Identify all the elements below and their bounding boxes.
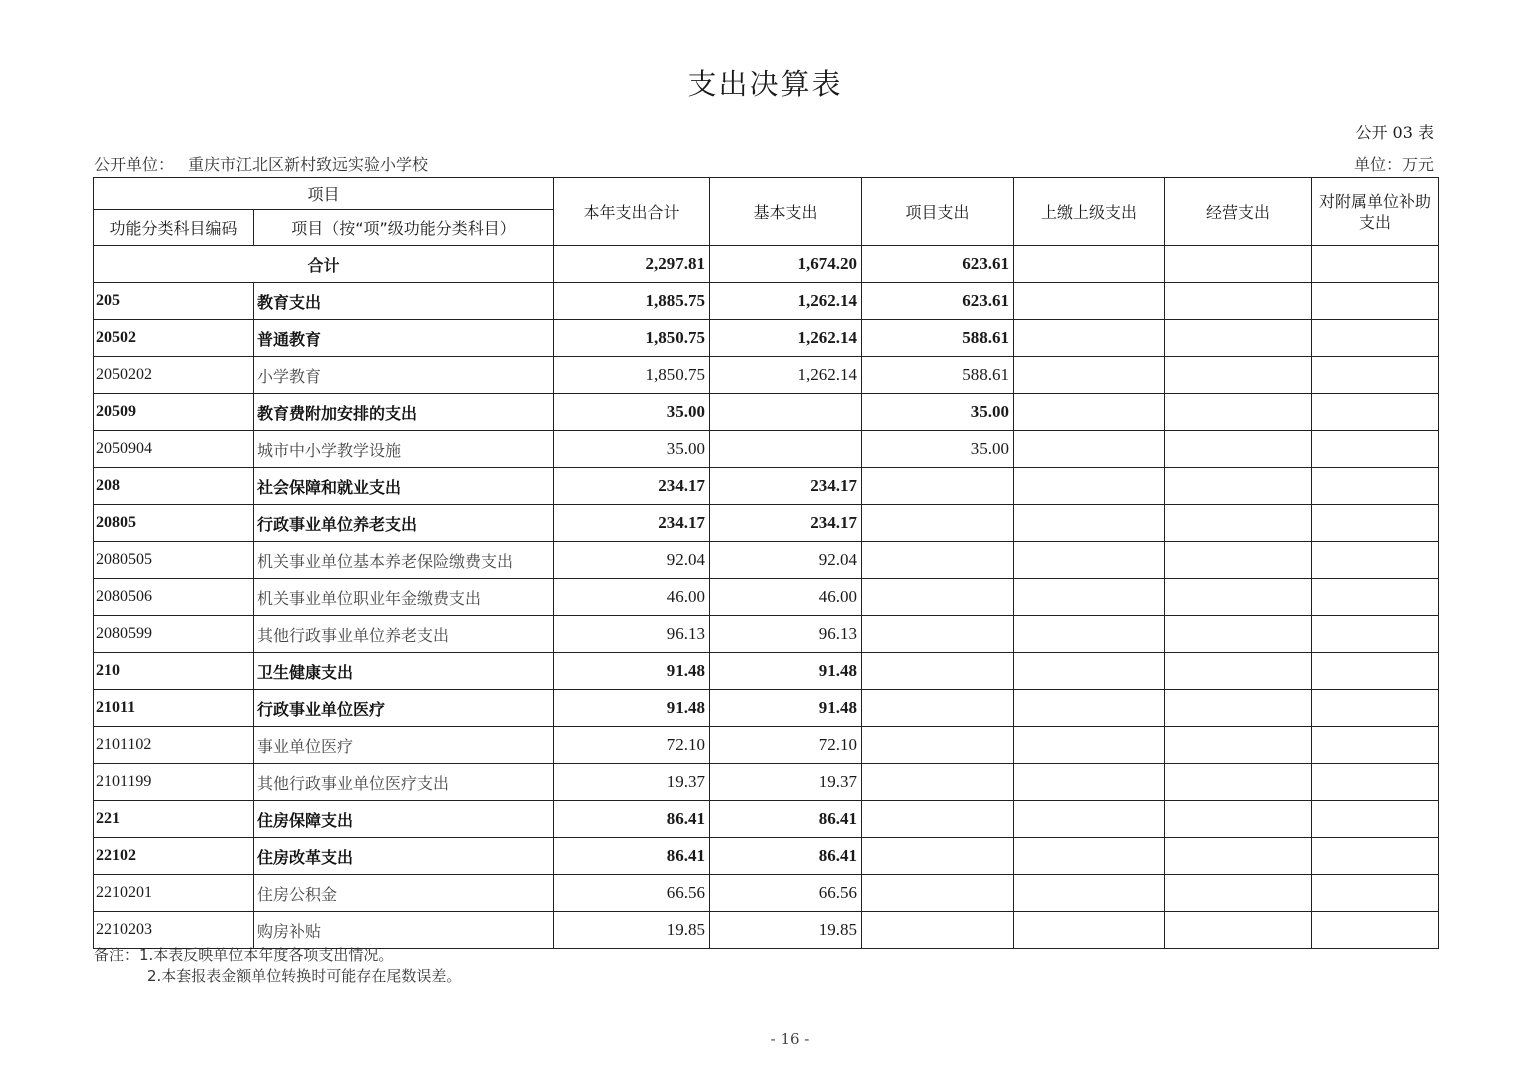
cell-project: 35.00 xyxy=(862,394,1014,431)
cell-upper xyxy=(1014,690,1165,727)
cell-subsidy xyxy=(1312,320,1439,357)
cell-total: 86.41 xyxy=(554,838,710,875)
cell-business xyxy=(1165,838,1312,875)
table-row xyxy=(94,283,1439,320)
cell-total: 92.04 xyxy=(554,542,710,579)
cell-basic: 46.00 xyxy=(710,579,862,616)
table-row xyxy=(94,727,1439,764)
cell-project xyxy=(862,690,1014,727)
cell-upper xyxy=(1014,801,1165,838)
cell-subsidy xyxy=(1312,838,1439,875)
cell-code: 2080506 xyxy=(94,579,254,616)
cell-subsidy xyxy=(1312,727,1439,764)
cell-upper xyxy=(1014,875,1165,912)
cell-business xyxy=(1165,616,1312,653)
total-cell-upper xyxy=(1014,246,1165,283)
cell-project xyxy=(862,653,1014,690)
cell-basic xyxy=(710,394,862,431)
header-item: 项目 xyxy=(94,178,554,210)
header-business: 经营支出 xyxy=(1165,178,1312,246)
cell-name: 机关事业单位基本养老保险缴费支出 xyxy=(254,542,554,579)
total-cell-project: 623.61 xyxy=(862,246,1014,283)
cell-name: 卫生健康支出 xyxy=(254,653,554,690)
page-title: 支出决算表 xyxy=(687,67,843,101)
cell-name: 住房保障支出 xyxy=(254,801,554,838)
cell-total: 96.13 xyxy=(554,616,710,653)
cell-basic: 234.17 xyxy=(710,468,862,505)
cell-total: 19.85 xyxy=(554,912,710,949)
cell-basic: 86.41 xyxy=(710,838,862,875)
cell-name: 教育支出 xyxy=(254,283,554,320)
cell-upper xyxy=(1014,912,1165,949)
cell-basic: 19.37 xyxy=(710,764,862,801)
cell-upper xyxy=(1014,616,1165,653)
cell-subsidy xyxy=(1312,542,1439,579)
cell-business xyxy=(1165,579,1312,616)
total-row xyxy=(94,246,1439,283)
cell-code: 20509 xyxy=(94,394,254,431)
total-cell-business xyxy=(1165,246,1312,283)
page-number: - 16 - xyxy=(770,1030,810,1048)
form-number: 公开 03 表 xyxy=(1355,123,1434,142)
cell-code: 20502 xyxy=(94,320,254,357)
cell-subsidy xyxy=(1312,431,1439,468)
cell-subsidy xyxy=(1312,505,1439,542)
cell-total: 66.56 xyxy=(554,875,710,912)
cell-business xyxy=(1165,468,1312,505)
table-row xyxy=(94,579,1439,616)
cell-upper xyxy=(1014,653,1165,690)
cell-name: 事业单位医疗 xyxy=(254,727,554,764)
table-row xyxy=(94,690,1439,727)
cell-basic: 96.13 xyxy=(710,616,862,653)
cell-total: 1,885.75 xyxy=(554,283,710,320)
cell-project: 35.00 xyxy=(862,431,1014,468)
cell-project xyxy=(862,838,1014,875)
cell-subsidy xyxy=(1312,357,1439,394)
cell-code: 2080599 xyxy=(94,616,254,653)
cell-total: 234.17 xyxy=(554,505,710,542)
cell-code: 2050202 xyxy=(94,357,254,394)
table-row xyxy=(94,875,1439,912)
cell-project xyxy=(862,616,1014,653)
cell-name: 行政事业单位养老支出 xyxy=(254,505,554,542)
cell-code: 2210201 xyxy=(94,875,254,912)
cell-project xyxy=(862,505,1014,542)
cell-subsidy xyxy=(1312,468,1439,505)
cell-business xyxy=(1165,394,1312,431)
cell-total: 72.10 xyxy=(554,727,710,764)
total-cell-total: 2,297.81 xyxy=(554,246,710,283)
cell-total: 91.48 xyxy=(554,653,710,690)
cell-basic xyxy=(710,431,862,468)
cell-business xyxy=(1165,505,1312,542)
cell-code: 2080505 xyxy=(94,542,254,579)
cell-upper xyxy=(1014,468,1165,505)
cell-subsidy xyxy=(1312,653,1439,690)
note-line-1: 备注：1.本表反映单位本年度各项支出情况。 xyxy=(94,946,394,964)
cell-upper xyxy=(1014,505,1165,542)
cell-project: 623.61 xyxy=(862,283,1014,320)
cell-total: 46.00 xyxy=(554,579,710,616)
cell-business xyxy=(1165,542,1312,579)
cell-upper xyxy=(1014,431,1165,468)
cell-upper xyxy=(1014,394,1165,431)
cell-total: 35.00 xyxy=(554,431,710,468)
header-total: 本年支出合计 xyxy=(554,178,710,246)
cell-basic: 1,262.14 xyxy=(710,320,862,357)
cell-name: 其他行政事业单位医疗支出 xyxy=(254,764,554,801)
cell-code: 20805 xyxy=(94,505,254,542)
cell-upper xyxy=(1014,764,1165,801)
cell-project xyxy=(862,468,1014,505)
cell-subsidy xyxy=(1312,616,1439,653)
cell-code: 2101102 xyxy=(94,727,254,764)
cell-upper xyxy=(1014,357,1165,394)
cell-name: 城市中小学教学设施 xyxy=(254,431,554,468)
cell-name: 其他行政事业单位养老支出 xyxy=(254,616,554,653)
cell-basic: 92.04 xyxy=(710,542,862,579)
cell-basic: 234.17 xyxy=(710,505,862,542)
cell-project xyxy=(862,579,1014,616)
cell-business xyxy=(1165,875,1312,912)
cell-total: 91.48 xyxy=(554,690,710,727)
cell-name: 住房公积金 xyxy=(254,875,554,912)
table-row xyxy=(94,542,1439,579)
expenditure-table xyxy=(93,177,1439,949)
table-row xyxy=(94,320,1439,357)
table-row xyxy=(94,838,1439,875)
cell-subsidy xyxy=(1312,579,1439,616)
header-code: 功能分类科目编码 xyxy=(94,210,254,246)
cell-project xyxy=(862,801,1014,838)
cell-code: 2210203 xyxy=(94,912,254,949)
cell-subsidy xyxy=(1312,875,1439,912)
cell-total: 19.37 xyxy=(554,764,710,801)
header-name: 项目（按“项”级功能分类科目） xyxy=(254,210,554,246)
cell-business xyxy=(1165,283,1312,320)
cell-name: 普通教育 xyxy=(254,320,554,357)
table-row xyxy=(94,616,1439,653)
cell-name: 社会保障和就业支出 xyxy=(254,468,554,505)
cell-upper xyxy=(1014,579,1165,616)
money-unit: 单位：万元 xyxy=(1353,155,1434,174)
cell-project: 588.61 xyxy=(862,357,1014,394)
cell-project xyxy=(862,542,1014,579)
table-row xyxy=(94,505,1439,542)
cell-name: 教育费附加安排的支出 xyxy=(254,394,554,431)
cell-total: 1,850.75 xyxy=(554,357,710,394)
table-row xyxy=(94,431,1439,468)
cell-basic: 1,262.14 xyxy=(710,283,862,320)
cell-total: 86.41 xyxy=(554,801,710,838)
cell-code: 205 xyxy=(94,283,254,320)
cell-name: 住房改革支出 xyxy=(254,838,554,875)
organization-label: 公开单位： xyxy=(94,155,175,174)
cell-project xyxy=(862,764,1014,801)
cell-basic: 19.85 xyxy=(710,912,862,949)
cell-project xyxy=(862,727,1014,764)
cell-code: 2050904 xyxy=(94,431,254,468)
cell-name: 小学教育 xyxy=(254,357,554,394)
header-subsidy: 对附属单位补助支出 xyxy=(1312,178,1439,246)
cell-basic: 91.48 xyxy=(710,690,862,727)
cell-business xyxy=(1165,690,1312,727)
table-row xyxy=(94,653,1439,690)
cell-total: 1,850.75 xyxy=(554,320,710,357)
cell-subsidy xyxy=(1312,394,1439,431)
cell-total: 234.17 xyxy=(554,468,710,505)
cell-upper xyxy=(1014,320,1165,357)
cell-upper xyxy=(1014,727,1165,764)
table-row xyxy=(94,912,1439,949)
header-project: 项目支出 xyxy=(862,178,1014,246)
cell-total: 35.00 xyxy=(554,394,710,431)
cell-business xyxy=(1165,801,1312,838)
cell-basic: 72.10 xyxy=(710,727,862,764)
cell-basic: 1,262.14 xyxy=(710,357,862,394)
organization xyxy=(94,152,428,175)
table-row xyxy=(94,468,1439,505)
total-cell-basic: 1,674.20 xyxy=(710,246,862,283)
cell-name: 购房补贴 xyxy=(254,912,554,949)
cell-code: 210 xyxy=(94,653,254,690)
cell-basic: 91.48 xyxy=(710,653,862,690)
cell-subsidy xyxy=(1312,690,1439,727)
cell-business xyxy=(1165,764,1312,801)
cell-subsidy xyxy=(1312,912,1439,949)
cell-subsidy xyxy=(1312,283,1439,320)
header-basic: 基本支出 xyxy=(710,178,862,246)
total-label: 合计 xyxy=(94,246,554,283)
cell-code: 2101199 xyxy=(94,764,254,801)
cell-project xyxy=(862,875,1014,912)
cell-business xyxy=(1165,912,1312,949)
cell-business xyxy=(1165,727,1312,764)
table-row xyxy=(94,394,1439,431)
cell-project: 588.61 xyxy=(862,320,1014,357)
cell-subsidy xyxy=(1312,764,1439,801)
unit-row xyxy=(94,152,1434,174)
table-row xyxy=(94,801,1439,838)
cell-basic: 66.56 xyxy=(710,875,862,912)
notes xyxy=(94,945,461,987)
cell-business xyxy=(1165,653,1312,690)
total-cell-subsidy xyxy=(1312,246,1439,283)
organization-name: 重庆市江北区新村致远实验小学校 xyxy=(188,155,429,174)
cell-business xyxy=(1165,431,1312,468)
table-row xyxy=(94,357,1439,394)
header-upper: 上缴上级支出 xyxy=(1014,178,1165,246)
cell-code: 21011 xyxy=(94,690,254,727)
cell-project xyxy=(862,912,1014,949)
cell-code: 208 xyxy=(94,468,254,505)
cell-code: 22102 xyxy=(94,838,254,875)
cell-name: 机关事业单位职业年金缴费支出 xyxy=(254,579,554,616)
cell-upper xyxy=(1014,542,1165,579)
cell-subsidy xyxy=(1312,801,1439,838)
cell-upper xyxy=(1014,838,1165,875)
cell-upper xyxy=(1014,283,1165,320)
note-line-2: 2.本套报表金额单位转换时可能存在尾数误差。 xyxy=(147,967,462,985)
cell-business xyxy=(1165,320,1312,357)
table-row xyxy=(94,764,1439,801)
cell-code: 221 xyxy=(94,801,254,838)
cell-name: 行政事业单位医疗 xyxy=(254,690,554,727)
cell-basic: 86.41 xyxy=(710,801,862,838)
cell-business xyxy=(1165,357,1312,394)
